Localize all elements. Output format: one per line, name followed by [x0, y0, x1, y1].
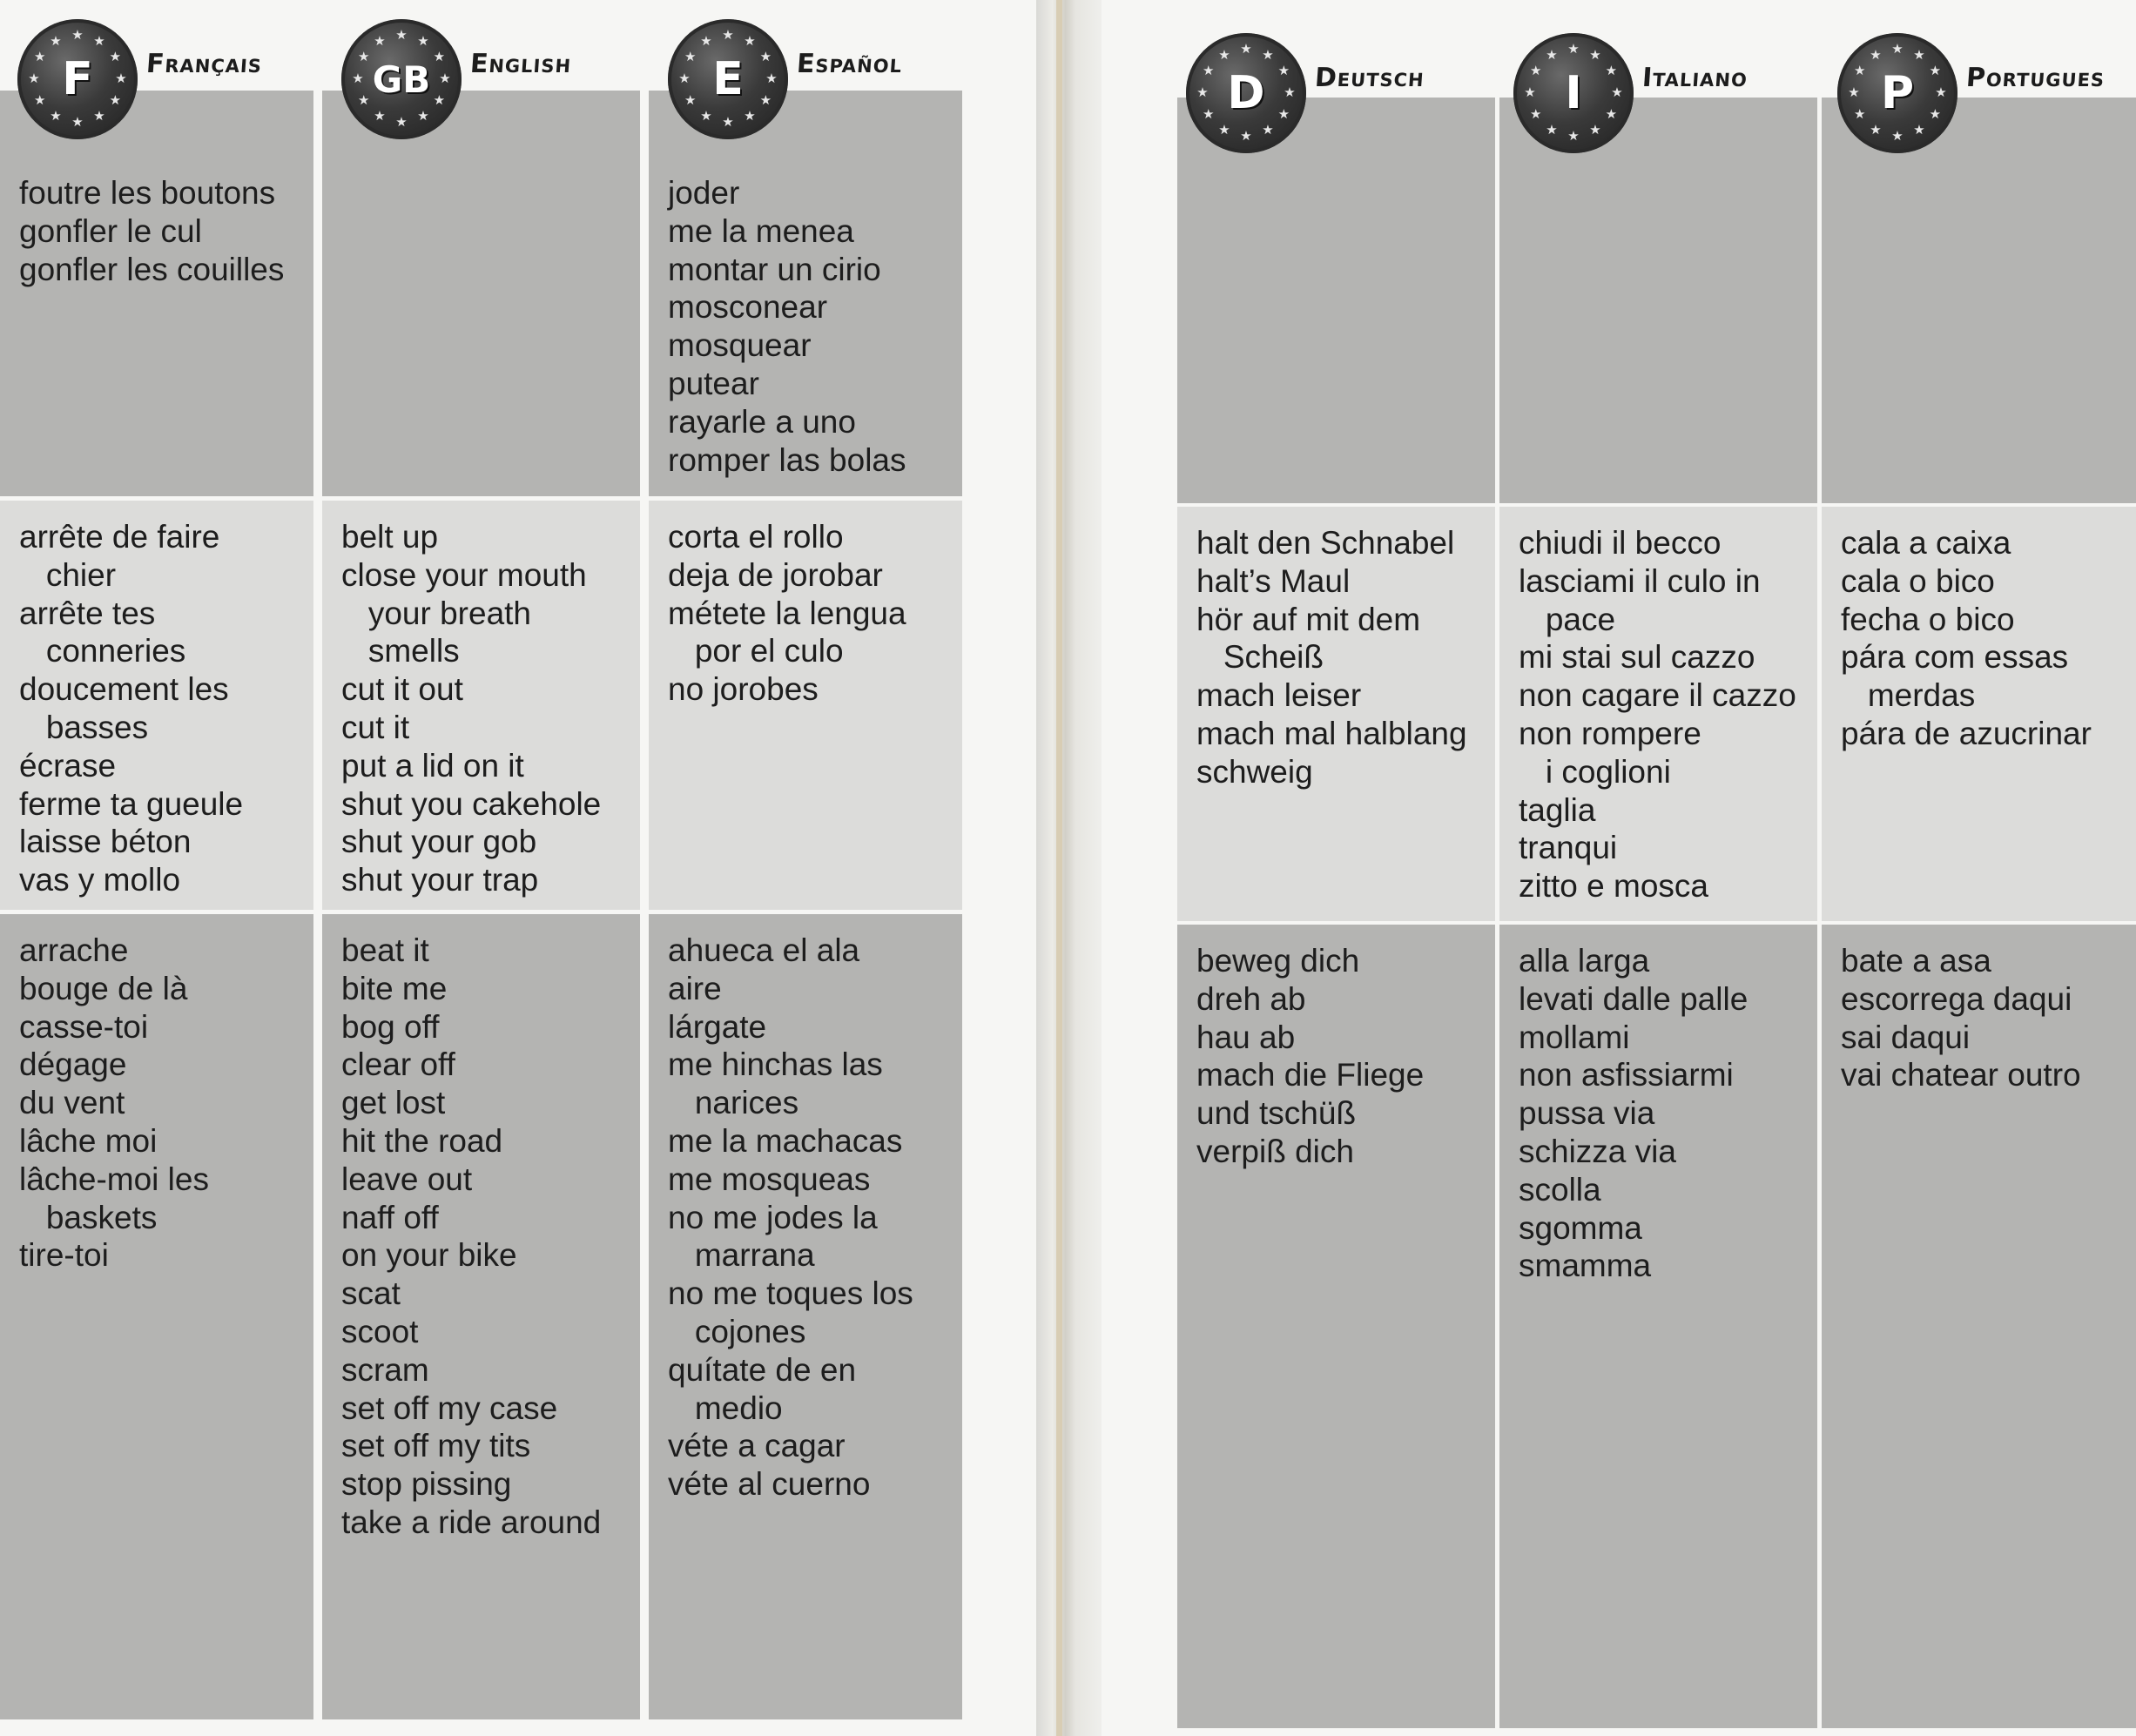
phrase-item: non cagare il cazzo: [1519, 677, 1796, 714]
phrase-list: [19, 174, 313, 288]
phrase-item: smells: [341, 633, 460, 670]
phrase-item: mach mal halblang: [1196, 715, 1467, 751]
phrase-item: beat it: [341, 932, 429, 968]
phrase-cell-row-3: [322, 914, 640, 1719]
star-icon: ★: [1589, 122, 1601, 138]
star-icon: ★: [109, 92, 122, 108]
phrase-item: conneries: [19, 633, 186, 670]
phrase-cell-row-1: [0, 91, 313, 496]
phrase-item: quítate de en: [668, 1351, 857, 1388]
phrase-item: sgomma: [1519, 1209, 1642, 1246]
star-icon: ★: [1891, 41, 1904, 57]
star-icon: ★: [374, 32, 386, 49]
phrase-item: levati dalle palle: [1519, 980, 1749, 1017]
star-icon: ★: [1853, 106, 1866, 122]
phrase-item: verpiß dich: [1196, 1133, 1354, 1169]
language-code: P: [1880, 67, 1915, 119]
star-icon: ★: [1546, 122, 1558, 138]
phrase-item: smamma: [1519, 1248, 1652, 1284]
phrase-item: belt up: [341, 519, 439, 555]
language-code: D: [1227, 67, 1265, 119]
language-column-portugues: [1822, 0, 2136, 1736]
book-gutter: [1036, 0, 1102, 1736]
star-icon: ★: [33, 92, 46, 108]
phrase-list: [1519, 942, 1817, 1285]
phrase-item: écrase: [19, 747, 117, 784]
phrase-item: cojones: [668, 1313, 806, 1349]
language-name: Italiano: [1641, 63, 1749, 93]
phrase-cell-row-2: [1177, 507, 1495, 921]
star-icon: ★: [1262, 122, 1274, 138]
phrase-item: alla larga: [1519, 943, 1650, 979]
phrase-item: laisse béton: [19, 824, 192, 860]
phrase-item: beweg dich: [1196, 943, 1360, 979]
language-code: I: [1565, 67, 1582, 119]
eu-star-badge-icon: [1186, 33, 1306, 153]
star-icon: ★: [759, 92, 772, 108]
phrase-item: dégage: [19, 1046, 127, 1083]
phrase-item: dreh ab: [1196, 980, 1306, 1017]
phrase-item: set off my tits: [341, 1428, 531, 1464]
phrase-item: hau ab: [1196, 1019, 1296, 1055]
star-icon: ★: [1218, 122, 1230, 138]
phrase-item: sai daqui: [1841, 1019, 1971, 1055]
star-icon: ★: [1529, 106, 1542, 122]
phrase-item: bog off: [341, 1008, 440, 1045]
phrase-item: vas y mollo: [19, 862, 181, 898]
star-icon: ★: [115, 71, 127, 86]
phrase-list: [19, 518, 313, 899]
phrase-item: romper las bolas: [668, 441, 906, 478]
phrase-item: chiudi il becco: [1519, 525, 1722, 561]
star-icon: ★: [374, 108, 386, 124]
phrase-item: vai chatear outro: [1841, 1057, 2081, 1093]
phrase-item: stop pissing: [341, 1466, 512, 1503]
star-icon: ★: [1870, 122, 1882, 138]
star-icon: ★: [684, 92, 697, 108]
eu-star-badge-icon: [17, 19, 138, 139]
phrase-item: escorrega daqui: [1841, 980, 2072, 1017]
star-icon: ★: [93, 108, 105, 124]
phrase-item: pace: [1519, 601, 1616, 637]
phrase-item: pussa via: [1519, 1095, 1655, 1132]
phrase-item: tire-toi: [19, 1237, 109, 1274]
phrase-item: cala o bico: [1841, 562, 1995, 599]
star-icon: ★: [357, 49, 370, 64]
phrase-cell-row-3: [1822, 925, 2136, 1728]
phrase-item: tranqui: [1519, 830, 1618, 866]
phrase-item: your breath: [341, 595, 532, 631]
phrase-item: non rompere: [1519, 715, 1701, 751]
phrase-item: arrête de faire: [19, 519, 220, 555]
phrase-item: scoot: [341, 1313, 419, 1349]
star-icon: ★: [71, 27, 84, 43]
star-icon: ★: [1605, 63, 1618, 78]
phrase-item: marrana: [668, 1237, 815, 1274]
star-icon: ★: [1240, 41, 1252, 57]
phrase-item: lâche moi: [19, 1122, 158, 1159]
phrase-item: bouge de là: [19, 970, 188, 1006]
phrase-item: halt’s Maul: [1196, 562, 1351, 599]
phrase-item: arrache: [19, 932, 129, 968]
phrase-item: cut it out: [341, 671, 463, 708]
star-icon: ★: [1529, 63, 1542, 78]
phrase-item: gonfler le cul: [19, 212, 202, 249]
star-icon: ★: [1202, 63, 1215, 78]
phrase-item: hit the road: [341, 1122, 503, 1159]
phrase-item: narices: [668, 1085, 799, 1121]
phrase-item: véte al cuerno: [668, 1466, 871, 1503]
phrase-item: leave out: [341, 1161, 473, 1197]
phrase-item: merdas: [1841, 677, 1976, 714]
phrase-item: pára de azucrinar: [1841, 715, 2092, 751]
phrase-item: i coglioni: [1519, 753, 1671, 790]
phrase-item: baskets: [19, 1199, 158, 1235]
phrase-item: montar un cirio: [668, 251, 881, 287]
star-icon: ★: [1891, 128, 1904, 144]
phrase-list: [1196, 942, 1495, 1171]
star-icon: ★: [1913, 46, 1925, 63]
eu-star-badge-icon: [1837, 33, 1957, 153]
star-icon: ★: [417, 108, 429, 124]
eu-star-badge-icon: [341, 19, 462, 139]
phrase-item: véte a cagar: [668, 1428, 846, 1464]
phrase-item: bate a asa: [1841, 943, 1991, 979]
star-icon: ★: [109, 49, 122, 64]
phrase-item: set off my case: [341, 1389, 558, 1426]
language-name: Portugues: [1964, 63, 2106, 93]
phrase-item: lasciami il culo in: [1519, 562, 1761, 599]
phrase-item: me la machacas: [668, 1122, 903, 1159]
phrase-item: du vent: [19, 1085, 125, 1121]
phrase-item: basses: [19, 709, 149, 745]
phrase-item: deja de jorobar: [668, 556, 883, 593]
book-spine-edge: [1056, 0, 1062, 1736]
phrase-item: get lost: [341, 1085, 446, 1121]
star-icon: ★: [1567, 128, 1580, 144]
phrase-item: mosconear: [668, 289, 828, 326]
phrase-item: cala a caixa: [1841, 525, 2011, 561]
language-code: F: [62, 53, 93, 105]
phrase-item: scram: [341, 1351, 429, 1388]
star-icon: ★: [700, 108, 712, 124]
phrase-cell-row-1: [649, 91, 962, 496]
language-name: English: [468, 49, 573, 79]
star-icon: ★: [357, 92, 370, 108]
phrase-item: casse-toi: [19, 1008, 149, 1045]
phrase-list: [668, 932, 962, 1504]
phrase-item: mach leiser: [1196, 677, 1362, 714]
language-column-english: [322, 0, 640, 1736]
phrase-item: shut you cakehole: [341, 785, 602, 822]
phrase-item: ferme ta gueule: [19, 785, 244, 822]
phrase-item: schizza via: [1519, 1133, 1676, 1169]
phrase-cell-row-1: [322, 91, 640, 496]
phrase-item: clear off: [341, 1046, 455, 1083]
star-icon: ★: [395, 27, 408, 43]
phrase-item: schweig: [1196, 753, 1313, 790]
phrase-cell-row-2: [322, 501, 640, 910]
phrase-item: doucement les: [19, 671, 229, 708]
phrase-list: [1196, 524, 1495, 791]
language-name: Español: [795, 49, 904, 79]
star-icon: ★: [28, 71, 40, 86]
language-column-français: [0, 0, 313, 1736]
star-icon: ★: [33, 49, 46, 64]
phrase-cell-row-3: [0, 914, 313, 1719]
language-code: E: [712, 53, 744, 105]
language-column-español: [649, 0, 962, 1736]
star-icon: ★: [1218, 46, 1230, 63]
phrase-item: mach die Fliege: [1196, 1057, 1425, 1093]
phrase-item: ahueca el ala: [668, 932, 860, 968]
star-icon: ★: [1277, 63, 1290, 78]
phrase-item: naff off: [341, 1199, 439, 1235]
phrase-list: [1519, 524, 1817, 905]
star-icon: ★: [433, 92, 446, 108]
phrase-cell-row-1: [1822, 98, 2136, 503]
phrase-cell-row-2: [0, 501, 313, 910]
star-icon: ★: [722, 114, 734, 130]
phrase-item: chier: [19, 556, 117, 593]
star-icon: ★: [1567, 41, 1580, 57]
phrase-item: por el culo: [668, 633, 844, 670]
star-icon: ★: [352, 71, 364, 86]
phrase-item: no me toques los: [668, 1275, 913, 1312]
phrase-item: pára com essas: [1841, 639, 2069, 676]
phrase-list: [19, 932, 313, 1275]
phrase-item: put a lid on it: [341, 747, 524, 784]
phrase-item: arrête tes: [19, 595, 156, 631]
phrase-item: no me jodes la: [668, 1199, 878, 1235]
phrase-item: foutre les boutons: [19, 175, 276, 211]
phrase-item: joder: [668, 175, 740, 211]
phrase-item: me hinchas las: [668, 1046, 883, 1083]
star-icon: ★: [1524, 84, 1536, 100]
eu-star-badge-icon: [1513, 33, 1634, 153]
phrase-cell-row-3: [1177, 925, 1495, 1728]
star-icon: ★: [71, 114, 84, 130]
phrase-cell-row-1: [1499, 98, 1817, 503]
star-icon: ★: [93, 32, 105, 49]
phrase-item: mi stai sul cazzo: [1519, 639, 1755, 676]
phrase-item: métete la lengua: [668, 595, 906, 631]
star-icon: ★: [1284, 84, 1296, 100]
phrase-item: Scheiß: [1196, 639, 1324, 676]
phrase-item: hör auf mit dem: [1196, 601, 1421, 637]
phrase-item: bite me: [341, 970, 448, 1006]
phrase-list: [1841, 942, 2136, 1094]
phrase-item: gonfler les couilles: [19, 251, 285, 287]
star-icon: ★: [1611, 84, 1623, 100]
star-icon: ★: [417, 32, 429, 49]
star-icon: ★: [1605, 106, 1618, 122]
phrase-item: taglia: [1519, 791, 1596, 828]
star-icon: ★: [50, 32, 62, 49]
phrase-item: mosquear: [668, 327, 812, 364]
star-icon: ★: [439, 71, 451, 86]
phrase-cell-row-3: [649, 914, 962, 1719]
phrase-cell-row-1: [1177, 98, 1495, 503]
star-icon: ★: [765, 71, 778, 86]
phrase-item: shut your trap: [341, 862, 539, 898]
phrase-item: zitto e mosca: [1519, 868, 1708, 905]
star-icon: ★: [678, 71, 691, 86]
language-code: GB: [372, 57, 431, 101]
phrase-item: close your mouth: [341, 556, 587, 593]
phrase-cell-row-2: [1822, 507, 2136, 921]
phrase-list: [1841, 524, 2136, 753]
star-icon: ★: [1913, 122, 1925, 138]
phrase-list: [668, 518, 962, 709]
phrase-list: [341, 932, 640, 1542]
phrase-list: [668, 174, 962, 479]
phrase-item: me la menea: [668, 212, 854, 249]
star-icon: ★: [684, 49, 697, 64]
star-icon: ★: [1935, 84, 1947, 100]
phrase-item: corta el rollo: [668, 519, 844, 555]
star-icon: ★: [744, 32, 756, 49]
language-column-deutsch: [1177, 0, 1495, 1736]
language-name: Deutsch: [1313, 63, 1425, 93]
phrase-item: non asfissiarmi: [1519, 1057, 1734, 1093]
star-icon: ★: [1929, 106, 1942, 122]
phrase-item: rayarle a uno: [668, 403, 856, 440]
star-icon: ★: [1202, 106, 1215, 122]
star-icon: ★: [1929, 63, 1942, 78]
star-icon: ★: [700, 32, 712, 49]
star-icon: ★: [1262, 46, 1274, 63]
phrase-list: [341, 518, 640, 899]
star-icon: ★: [759, 49, 772, 64]
phrase-item: und tschüß: [1196, 1095, 1357, 1132]
star-icon: ★: [1196, 84, 1209, 100]
phrase-item: no jorobes: [668, 671, 819, 708]
phrase-item: lâche-moi les: [19, 1161, 209, 1197]
phrase-item: scolla: [1519, 1171, 1601, 1208]
phrase-item: medio: [668, 1389, 783, 1426]
phrase-item: halt den Schnabel: [1196, 525, 1455, 561]
language-column-italiano: [1499, 0, 1817, 1736]
phrase-cell-row-2: [649, 501, 962, 910]
eu-star-badge-icon: [668, 19, 788, 139]
phrase-cell-row-3: [1499, 925, 1817, 1728]
star-icon: ★: [722, 27, 734, 43]
star-icon: ★: [433, 49, 446, 64]
phrase-item: take a ride around: [341, 1504, 602, 1540]
star-icon: ★: [1546, 46, 1558, 63]
star-icon: ★: [50, 108, 62, 124]
phrase-item: on your bike: [341, 1237, 517, 1274]
phrase-item: me mosqueas: [668, 1161, 871, 1197]
star-icon: ★: [1240, 128, 1252, 144]
star-icon: ★: [1589, 46, 1601, 63]
star-icon: ★: [1277, 106, 1290, 122]
phrase-item: shut your gob: [341, 824, 537, 860]
phrase-cell-row-2: [1499, 507, 1817, 921]
phrase-item: lárgate: [668, 1008, 767, 1045]
phrase-item: aire: [668, 970, 722, 1006]
phrase-item: scat: [341, 1275, 401, 1312]
star-icon: ★: [395, 114, 408, 130]
star-icon: ★: [1848, 84, 1860, 100]
phrase-item: fecha o bico: [1841, 601, 2015, 637]
language-name: Français: [145, 49, 264, 79]
phrase-item: mollami: [1519, 1019, 1630, 1055]
star-icon: ★: [1853, 63, 1866, 78]
star-icon: ★: [744, 108, 756, 124]
star-icon: ★: [1870, 46, 1882, 63]
phrase-item: cut it: [341, 709, 410, 745]
phrase-item: putear: [668, 365, 759, 401]
